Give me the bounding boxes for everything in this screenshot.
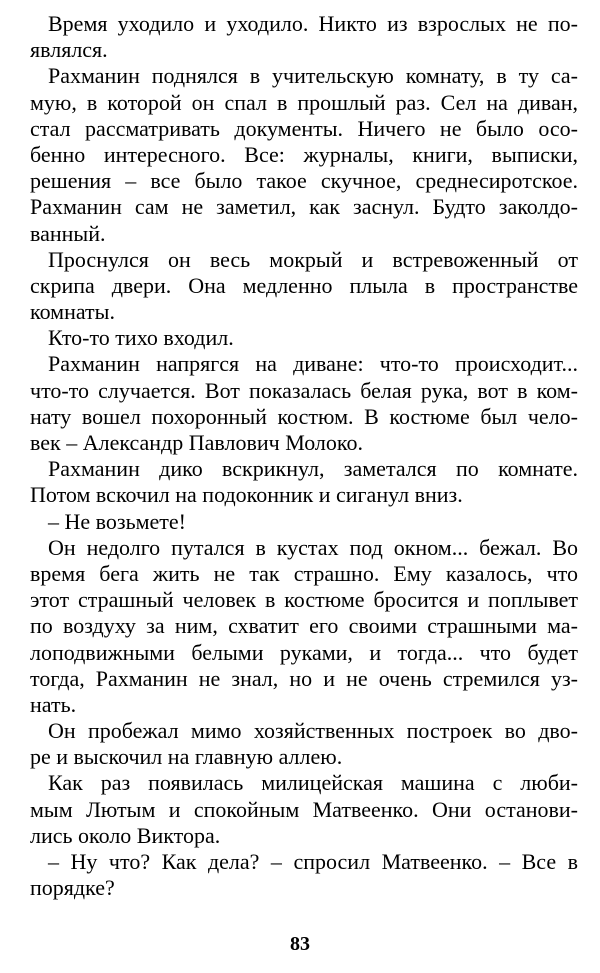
text-line: нату вошел похоронный костюм. В костюме был чело- bbox=[30, 403, 578, 429]
text-line: решения – все было такое скучное, среднесиротское. bbox=[30, 168, 578, 194]
text-line: порядке? bbox=[30, 875, 115, 901]
text-line: Рахманин поднялся в учительскую комнату, в ту са- bbox=[48, 63, 578, 89]
text-line: являлся. bbox=[30, 37, 108, 63]
text-line: – Не возьмете! bbox=[48, 508, 187, 534]
text-line: тогда, Рахманин не знал, но и не очень стремился уз- bbox=[30, 665, 578, 691]
text-line: Как раз появилась милицейская машина с люби- bbox=[48, 770, 578, 796]
paragraph bbox=[30, 351, 578, 456]
paragraph bbox=[30, 11, 578, 63]
text-line: бенно интересного. Все: журналы, книги, выписки, bbox=[30, 141, 578, 167]
text-line: Проснулся он весь мокрый и встревоженный от bbox=[48, 246, 578, 272]
paragraph bbox=[30, 456, 578, 508]
text-line: Рахманин напрягся на диване: что-то происходит... bbox=[48, 351, 578, 377]
paragraph bbox=[30, 849, 578, 901]
text-line: Он недолго путался в кустах под окном... бежал. Во bbox=[48, 534, 578, 560]
text-line: комнаты. bbox=[30, 299, 115, 325]
text-line: мую, в которой он спал в прошлый раз. Сел на диван, bbox=[30, 89, 578, 115]
text-line: нать. bbox=[30, 691, 77, 717]
text-line: – Ну что? Как дела? – спросил Матвеенко. – Все в bbox=[48, 849, 578, 874]
paragraph bbox=[30, 718, 578, 770]
text-line: Рахманин дико вскрикнул, заметался по комнате. bbox=[48, 456, 578, 482]
paragraph bbox=[30, 247, 578, 326]
text-line: Кто-то тихо входил. bbox=[48, 325, 234, 351]
text-line: Потом вскочил на подоконник и сиганул вниз. bbox=[30, 482, 463, 508]
text-line: ре и выскочил на главную аллею. bbox=[30, 744, 343, 770]
text-line: время бега жить не так страшно. Ему казалось, что bbox=[30, 560, 578, 586]
body-text bbox=[30, 11, 578, 901]
text-line: Рахманин сам не заметил, как заснул. Будто заколдо- bbox=[30, 194, 578, 220]
paragraph bbox=[30, 770, 578, 849]
text-line: лоподвижными белыми руками, и тогда... что будет bbox=[30, 639, 578, 665]
text-line: что-то случается. Вот показалась белая рука, вот в ком- bbox=[30, 377, 578, 403]
text-line: скрипа двери. Она медленно плыла в пространстве bbox=[30, 272, 578, 298]
text-line: по воздуху за ним, схватит его своими страшными ма- bbox=[30, 613, 578, 639]
text-line: стал рассматривать документы. Ничего не было осо- bbox=[30, 115, 578, 141]
paragraph bbox=[30, 63, 578, 246]
text-line: лись около Виктора. bbox=[30, 822, 221, 848]
text-line: этот страшный человек в костюме бросится и поплывет bbox=[30, 587, 578, 613]
text-line: мым Лютым и спокойным Матвеенко. Они останови- bbox=[30, 796, 578, 822]
text-line: век – Александр Павлович Молоко. bbox=[30, 430, 363, 455]
page-number: 83 bbox=[290, 933, 310, 955]
text-line: ванный. bbox=[30, 220, 106, 246]
paragraph bbox=[30, 535, 578, 718]
text-line: Он пробежал мимо хозяйственных построек во дво- bbox=[48, 718, 578, 744]
paragraph bbox=[30, 325, 578, 351]
paragraph bbox=[30, 509, 578, 535]
text-line: Время уходило и уходило. Никто из взрослых не по- bbox=[48, 11, 578, 36]
